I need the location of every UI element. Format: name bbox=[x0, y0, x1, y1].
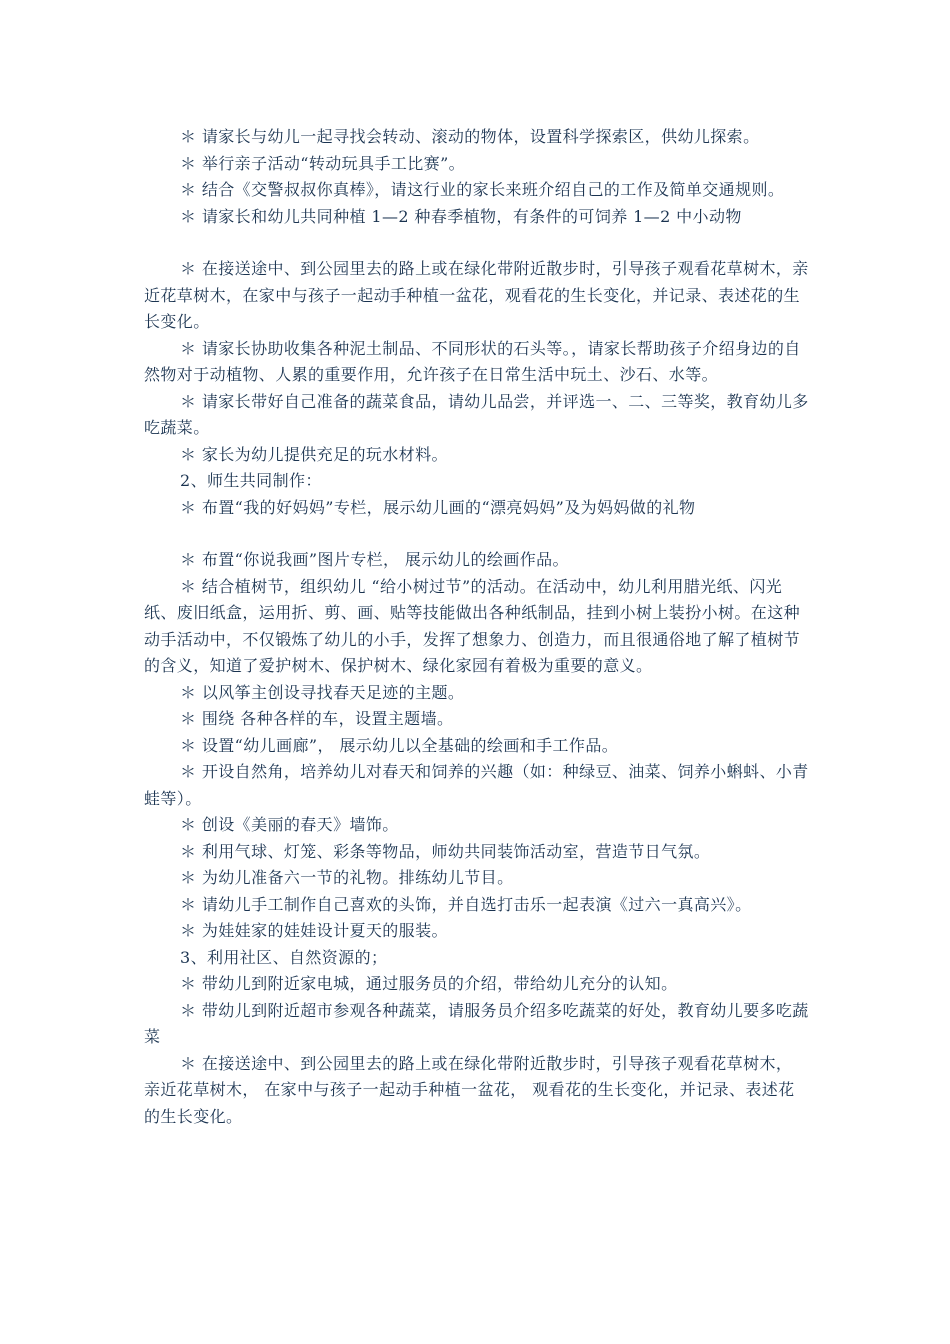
paragraph: ＊ 请家长协助收集各种泥土制品、不同形状的石头等。，请家长帮助孩子介绍身边的自然物对于动植物、人累的重要作用，允许孩子在日常生活中玩土、沙石、水等。 bbox=[144, 338, 801, 384]
paragraph: ＊ 请家长和幼儿共同种植 1—2 种春季植物，有条件的可饲养 1—2 中小动物 bbox=[180, 206, 742, 226]
paragraph: ＊ 以风筝主创设寻找春天足迹的主题。 bbox=[180, 682, 465, 702]
paragraph: ＊ 利用气球、灯笼、彩条等物品，师幼共同装饰活动室，营造节日气氛。 bbox=[180, 841, 711, 861]
section-heading: 3、利用社区、自然资源的； bbox=[180, 947, 388, 967]
paragraph: ＊ 在接送途中、到公园里去的路上或在绿化带附近散步时，引导孩子观看花草树木， 亲近花草树木， 在家中与孩子一起动手种植一盆花， 观看花的生长变化，并记录、表述花的生长变化。 bbox=[144, 1053, 795, 1126]
paragraph: ＊ 举行亲子活动“转动玩具手工比赛”。 bbox=[180, 153, 466, 173]
paragraph: ＊ 布置“你说我画”图片专栏， 展示幼儿的绘画作品。 bbox=[180, 550, 569, 569]
paragraph: ＊ 围绕 各种各样的车，设置主题墙。 bbox=[180, 709, 454, 728]
paragraph: ＊ 创设《美丽的春天》墙饰。 bbox=[180, 815, 399, 834]
paragraph: ＊ 带幼儿到附近超市参观各种蔬菜，请服务员介绍多吃蔬菜的好处，教育幼儿要多吃蔬菜 bbox=[144, 1000, 809, 1046]
paragraph: ＊ 开设自然角，培养幼儿对春天和饲养的兴趣（如：种绿豆、油菜、饲养小蝌蚪、小青蛙等）。 bbox=[144, 762, 809, 808]
paragraph: ＊ 带幼儿到附近家电城，通过服务员的介绍，带给幼儿充分的认知。 bbox=[180, 974, 678, 993]
paragraph: ＊ 请家长与幼儿一起寻找会转动、滚动的物体，设置科学探索区，供幼儿探索。 bbox=[180, 127, 760, 146]
section-heading: 2、师生共同制作： bbox=[180, 471, 322, 490]
paragraph: ＊ 为娃娃家的娃娃设计夏天的服装。 bbox=[180, 921, 448, 940]
paragraph: ＊ 在接送途中、到公园里去的路上或在绿化带附近散步时，引导孩子观看花草树木，亲近花草树木，在家中与孩子一起动手种植一盆花，观看花的生长变化，并记录、表述花的生长变化。 bbox=[144, 259, 809, 331]
paragraph: ＊ 请家长带好自己准备的蔬菜食品，请幼儿品尝，并评选一、二、三等奖，教育幼儿多吃蔬菜。 bbox=[144, 391, 809, 437]
paragraph: ＊ 结合《交警叔叔你真棒》，请这行业的家长来班介绍自己的工作及简单交通规则。 bbox=[180, 180, 785, 199]
document-body bbox=[144, 124, 833, 1130]
paragraph: ＊ 设置“幼儿画廊”， 展示幼儿以全基础的绘画和手工作品。 bbox=[180, 735, 619, 755]
paragraph: ＊ 结合植树节，组织幼儿 “给小树过节”的活动。在活动中，幼儿利用腊光纸、闪光纸、废旧纸盒，运用折、剪、画、贴等技能做出各种纸制品，挂到小树上装扮小树。在这种动手活动中，不仅锻炼了幼儿的小手，发挥了想象力、创造力，而且很通俗地了解了植树节 的含义，知道了爱护树木、保护树木、绿化家园有着极为重要的意义。 bbox=[144, 576, 833, 675]
paragraph: ＊ 请幼儿手工制作自己喜欢的头饰，并自选打击乐一起表演《过六一真高兴》。 bbox=[180, 894, 752, 914]
paragraph: ＊ 布置“我的好妈妈”专栏，展示幼儿画的“漂亮妈妈”及为妈妈做的礼物 bbox=[180, 497, 696, 517]
paragraph: ＊ 为幼儿准备六一节的礼物。排练幼儿节目。 bbox=[180, 868, 514, 887]
paragraph: ＊ 家长为幼儿提供充足的玩水材料。 bbox=[180, 444, 448, 464]
